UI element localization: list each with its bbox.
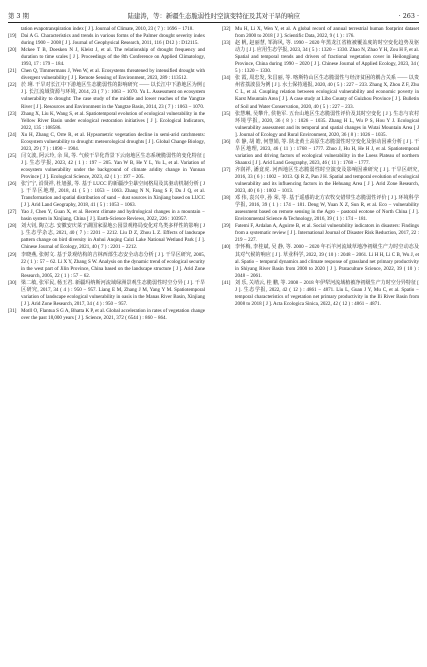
reference-column-left — [8, 26, 205, 661]
reference-number: [37] — [222, 166, 231, 173]
reference-number: [19] — [8, 33, 17, 40]
reference-number: [39] — [222, 223, 231, 230]
reference-entry — [8, 68, 205, 82]
reference-entry — [8, 252, 205, 280]
reference-entry — [8, 33, 205, 47]
reference-number: [29] — [8, 251, 17, 258]
running-title: 陆建涛，等：新疆生态脆弱性时空演变特征及其对干旱的响应 — [127, 12, 301, 20]
reference-text: 刘大钊, 陶立志. 安徽安庆菜子湖国家湿地公园景观格局变化对鸟类多样性的影响 [ J ]. 生态学杂志, 2021, 40 ( 7 ) : 2201 − 2212. Liu D Z, Zhou L Z. Effects of landscape pattern change on bird diversity in Anhui Anqing Caizi Lake National Wetland Park [ J ]. Chinese Journal of Ecology, 2021, 40 ( 7 ) : 2201 − 2212. — [21, 223, 205, 251]
reference-entry — [222, 26, 419, 40]
reference-text: Mu H, Li X, Wen Y, et al. A global record of annual terrestrial human footprint dataset from 2000 to 2018 [ J ]. Scientific Data, 2022, 9 ( 1 ) : 176. — [235, 26, 419, 40]
reference-text: 刘 乐, 关靖云, 桂 鹏, 等. 2008 − 2018 年伊犁河流域植被净初级生产力时空分异特征 [ J ]. 生态学报, 2022, 42 ( 12 ) : 4861 − 4871. Liu L, Guan J Y, Mu C, et al. Spatio − temporal characteristics of vegetation net primary productivity in the Ili River Basin from 2008 to 2018 [ J ]. Acta Ecologica Sinica, 2022, 42 ( 12 ) : 4861 − 4871. — [235, 279, 419, 307]
reference-text: 张慧琳, 吴攀升, 侯艳军. 五台山地区生态脆弱性评价及其时空变化 [ J ]. 生态与农村环境学报, 2020, 36 ( 8 ) : 1026 − 1035. Zhang H L, Wu P S, Hou Y J. Ecological vulnerability assessment and its temporal and spatial changes in Wutai Mountain Area [ J ]. Journal of Ecology and Rural Environment, 2020, 36 ( 8 ) : 1026 − 1035. — [235, 110, 419, 138]
reference-text: Xu H, Zhang C, Orre R, et al. Hypsometric vegetation decline in semi-arid catchments: Ecosystem vulnerability to drought: meteorological droughts [ J ]. Global Change Biology, 2023, 29 ( 7 ) : 1890 − 1904. — [21, 131, 205, 152]
reference-entry — [8, 308, 205, 322]
reference-number: [26] — [8, 181, 17, 188]
reference-entry — [222, 40, 419, 75]
reference-number: [36] — [222, 138, 231, 145]
reference-number: [22] — [8, 82, 17, 89]
reference-number: [20] — [8, 47, 17, 54]
reference-entry — [222, 195, 419, 223]
reference-entry — [8, 181, 205, 209]
reference-entry — [8, 47, 205, 68]
reference-text: Chen Q, Timmermans J, Wen W, et al. Ecosystems threatened by intensified drought with divergent vulnerability [ J ]. Remote Sensing of Environment, 2023, 289 : 113512. — [21, 68, 205, 82]
reference-text: 於 琍. 干旱对长江中下游地区生态脆弱性的影响研究 —— 以长江中下游地区为例 [ J ]. 长江流域资源与环境, 2014, 23 ( 7 ) : 1063 − 1070. Yu L. Assessment on ecosystem vulnerability to drought: The case study of the middle and lower reaches of the Yangtze River [ J ]. Resources and Environment in the Yangtze Basin, 2014, 23 ( 7 ) : 1063 − 1070. — [21, 82, 205, 110]
reference-text: 赵 帆, 赵丽慧, 邹海风, 等. 1990 − 2020 年黑龙江省植被覆盖度的时空变化趋势及驱动力 [ J ]. 应用生态学报, 2023, 34 ( 5 ) : 1320 − 1330. Zhao N, Zhao Y H, Zou H F, et al. Spatial and temporal trends and drivers of fractional vegetation cover in Heilongjiang Province, China during 1990 − 2020 [ J ]. Chinese Journal of Applied Ecology, 2023, 34 ( 5 ) : 1320 − 1330. — [235, 40, 419, 75]
reference-number: [28] — [8, 223, 17, 230]
reference-column-right — [222, 26, 419, 661]
reference-text: 梁二敏, 张军民, 杨玉君. 新疆玛纳斯河流域绿洲景观生态脆弱性时空分异 [ J ]. 干旱区研究, 2017, 34 ( 4 ) : 950 − 957. Liang E M, Zhang J M, Yang Y M. Spatiotemporal variation of landscape ecological vulnerability in oasis in the Manas River Basin, Xinjiang [ J ]. Arid Zone Research, 2017, 34 ( 4 ) : 950 − 957. — [21, 279, 205, 307]
reference-text: Motll O, Flantua S G A, Bhatta K P, et al. Global acceleration in rates of vegetation change over the past 18,000 years [ J ]. Science, 2021, 372 ( 6544 ) : 860 − 864. — [21, 307, 205, 321]
reference-text: Fatemi F, Ardalan A, Aguirre B, et al. Social vulnerability indicators in disasters: Findings from a systematic review [ J ]. International Journal of Disaster Risk Reduction, 2017, 22 : 219 − 227. — [235, 223, 419, 244]
issue-number: 第 3 期 — [8, 12, 29, 20]
reference-entry — [222, 244, 419, 279]
reference-entry — [8, 132, 205, 153]
reference-entry — [222, 75, 419, 110]
reference-entry — [8, 111, 205, 132]
reference-text: 李怀梅, 李桂斌, 吴 静, 等. 2000 − 2020 年石羊河流域草地净初级生产力时空动态及其对气候的响应 [ J ]. 草业科学, 2022, 39 ( 10 ) : 2048 − 2061. Li H H, Li C B, Wu J, et al. Spatio − temporal dynamics and climate response of grassland net primary productivity in Shiyang River Basin from 2000 to 2020 [ J ]. Prataculture Science, 2022, 39 ( 10 ) : 2048 − 2061. — [235, 244, 419, 279]
reference-number: [24] — [8, 131, 17, 138]
page-number: · 263 · — [398, 12, 419, 20]
reference-text: 齐润祥, 潘竟虎. 河西地区生态脆弱性时空演变及影响因素研究 [ J ]. 干旱区研究, 2016, 33 ( 6 ) : 1002 − 1013. Qi R Z, Pan J H. Spatial and temporal evolution of ecological vulnerability and its influencing factors in the Hehuang Area [ J ]. Arid Zone Research, 2023, 40 ( 6 ) : 1002 − 1013. — [235, 166, 419, 195]
reference-text: 张 霞, 周忠发, 朱昌丽, 等. 喀斯特山区生态脆弱性与经济贫困的耦合关系 —— 以贵州省荔波县为例 [ J ]. 水土保持通报, 2020, 40 ( 5 ) : 227 − 233. Zhang X, Zhou Z F, Zhu C L, et al. Coupling relation between ecological vulnerability and economic poverty in Karst Mountain Area [ J ]. A case study at Libo County of Guizhou Province [ J ]. Bulletin of Soil and Water Conservation, 2020, 40 ( 5 ) : 227 − 233. — [235, 75, 419, 110]
reference-text: Dai A G. Characteristics and trends in various forms of the Palmer drought severity index during 1900 − 2008 [ J ]. Journal of Geophysical Research, 2011, 116 ( D12 ) : D12115. — [21, 33, 205, 47]
reference-text: 闫文波, 阿云玲, 余 凤, 等. 气候干旱化背景下云南地区生态系统脆弱性的变化特征 [ J ]. 生态学报, 2023, 42 ( 1 ) : 197 − 205. Yan W B, He Y L, Yu L, et al. Variation of ecosystem vulnerability under the background of climate aridity change in Yunnan Province [ J ]. Ecological Science, 2023, 42 ( 1 ) : 197 − 205. — [21, 152, 205, 180]
reference-entry — [8, 82, 205, 110]
reference-entry — [222, 139, 419, 167]
reference-text: 邓 伟, 袁兴中, 孙 荣, 等. 基于遥感的北方农牧交错带生态脆弱性评价 [ J ]. 环境科学学报, 2016, 39 ( 1 ) : 174 − 181. Deng W, Yuan X Z, Sun R, et al. Eco − vulnerability assessment based on remote sensing in the Agro − pastoral ecotone of North China [ J ]. Environmental Science & Technology, 2016, 39 ( 1 ) : 174 − 181. — [235, 195, 419, 223]
reference-number: [34] — [222, 75, 231, 82]
reference-entry — [222, 111, 419, 139]
running-header — [8, 6, 419, 23]
reference-text: 张宁宁, 沿贤祥, 杜旭强, 等. 基于 LUCC 的新疆沙尘暴空间格局及其驱动机制分析 [ J ]. 干旱区地理, 2018, 41 ( 5 ) : 1053 − 1063. Zhang N N, Fang S F, Du J Q, et al. Transformation and spatial distribution of sand − dust sources in Xinjiang based on LUCC [ J ]. Arid Land Geography, 2018, 41 ( 5 ) : 1053 − 1063. — [21, 181, 205, 209]
reference-entry — [222, 223, 419, 244]
reference-text: 卓 静, 胡 皓, 何慧娟, 等. 陕北黄土高原生态脆弱性时空变化及驱动因素分析 [ J ]. 干旱区地理, 2023, 46 ( 11 ) : 1768 − 1777. Zhuo J, Hu H, He H J, et al. Spatiotemporal variation and driving factors of ecological vulnerability in the Loess Plateau of northern Shaanxi [ J ]. Arid Land Geography, 2023, 46 ( 11 ) : 1768 − 1777. — [235, 138, 419, 166]
reference-entry — [8, 153, 205, 181]
reference-number: [41] — [222, 279, 231, 286]
reference-number: [30] — [8, 279, 17, 286]
reference-text: Mckee T B, Doesken N J, Kleist J, et al. The relationship of drought frequency and duration to time scales [ J ]. Proceedings of the 8th Conference on Applied Climatology, 1993, 17 : 179 − 184. — [21, 47, 205, 68]
reference-number: [35] — [222, 110, 231, 117]
reference-number: [33] — [222, 40, 231, 47]
reference-entry — [8, 223, 205, 251]
reference-number: [32] — [222, 26, 231, 32]
reference-text: Zhang X, Liu K, Wang S, et al. Spatiotemporal evolution of ecological vulnerability in the Yellow River Basin under ecological restoration initiatives [ J ]. Ecological Indicators, 2022, 135 : 108586. — [21, 110, 205, 131]
reference-text: 李晓燕, 张树文. 基于景观结构的吉林西部生态安全动态分析 [ J ]. 干旱区研究, 2005, 22 ( 1 ) : 57 − 62. Li X Y, Zhang S W. Analysis on the dynamic trend of ecological security in the west part of Jilin Province, China based on the landscape structure [ J ]. Arid Zone Research, 2005, 22 ( 1 ) : 57 − 62. — [21, 251, 205, 279]
reference-number: [31] — [8, 307, 17, 314]
reference-number: [25] — [8, 152, 17, 159]
reference-entry — [8, 280, 205, 308]
reference-number: [21] — [8, 68, 17, 75]
reference-continuation: tation evapotranspiration index [ J ]. Journal of Climate, 2010, 23 ( 7 ) : 1696 − 1718. — [21, 26, 194, 32]
reference-text: Yao J, Chen Y, Guan X, et al. Recent climate and hydrological changes in a mountain − basin system in Xinjiang, China [ J ]. Earth-Science Reviews, 2022, 226 : 103957. — [21, 209, 205, 223]
reference-entry — [8, 209, 205, 223]
reference-entry — [222, 280, 419, 308]
reference-number: [23] — [8, 110, 17, 117]
reference-number: [40] — [222, 244, 231, 251]
reference-number: [38] — [222, 195, 231, 202]
reference-entry — [222, 167, 419, 195]
reference-number: [27] — [8, 209, 17, 216]
